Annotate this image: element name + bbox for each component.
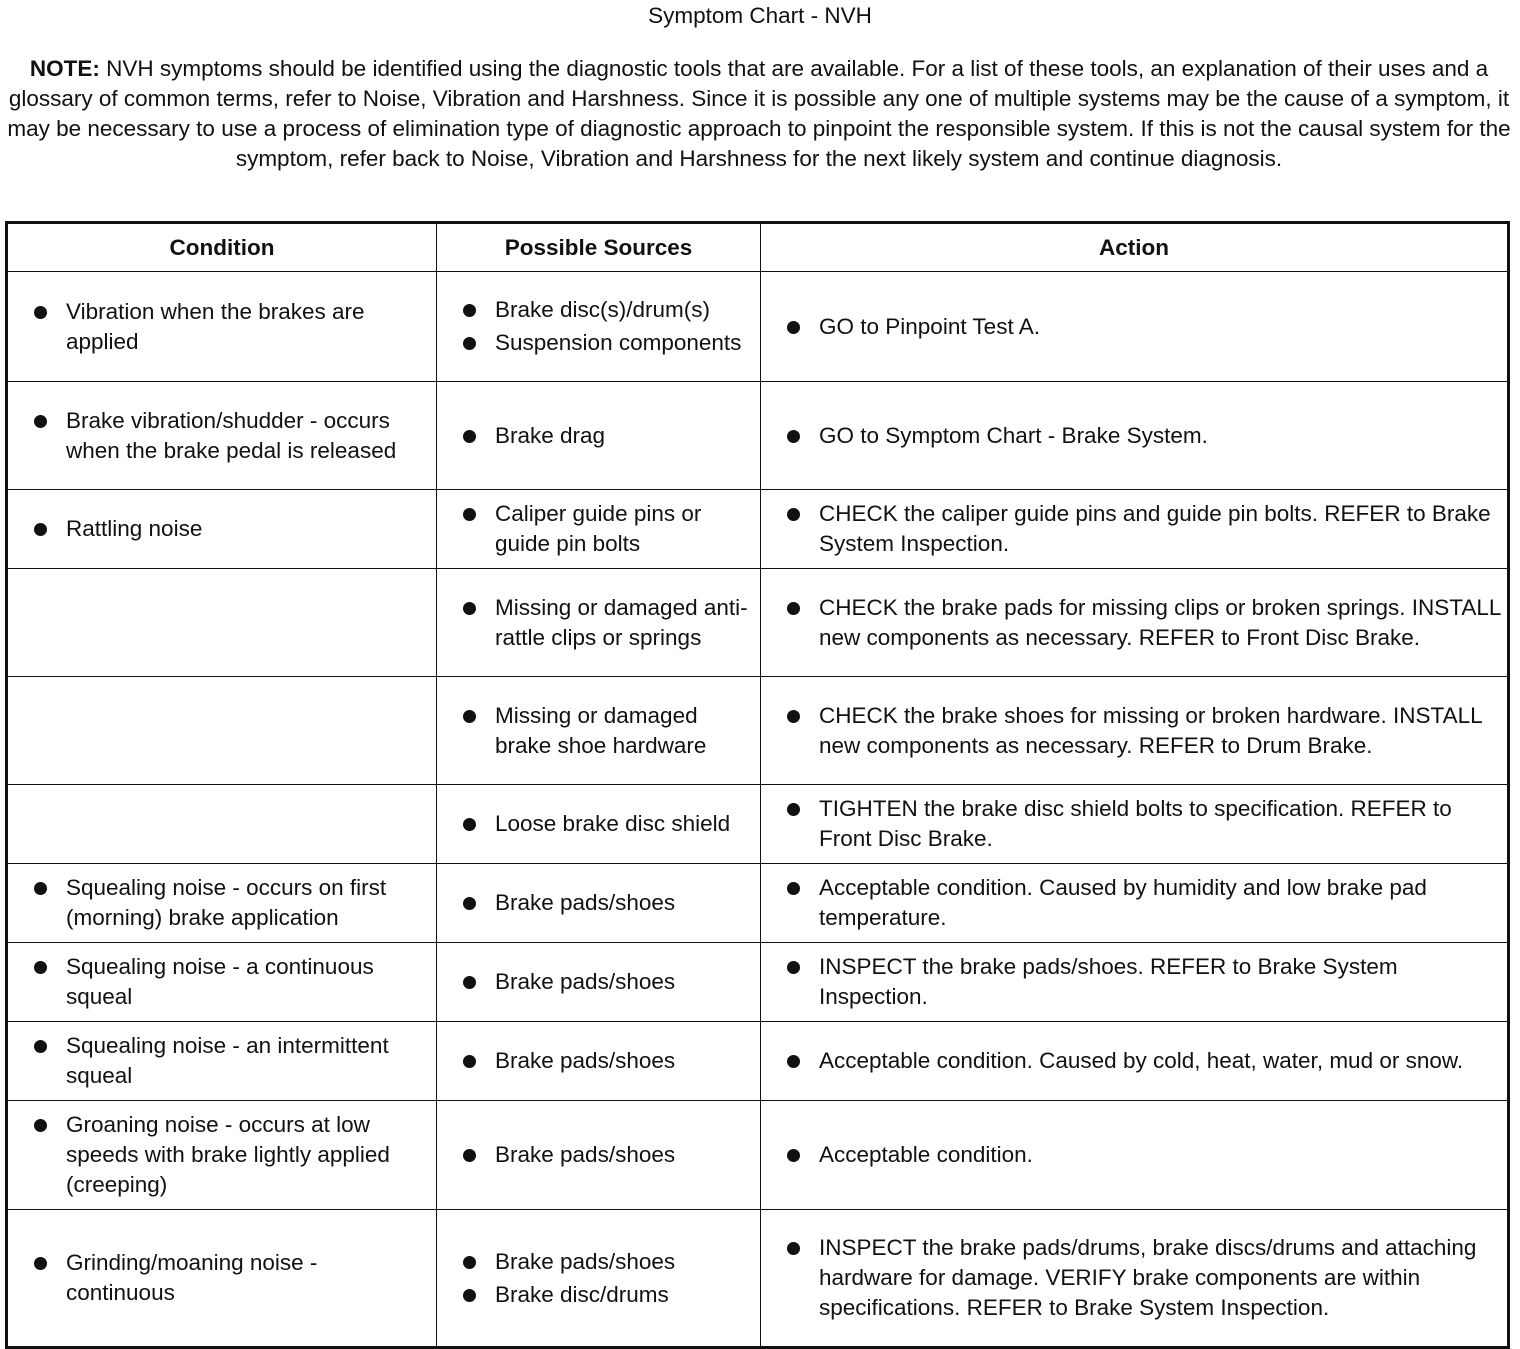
action-list: [761, 1140, 1501, 1170]
source-item: Brake pads/shoes: [437, 1140, 754, 1170]
action-cell: [761, 1210, 1509, 1348]
condition-cell: [7, 785, 437, 864]
action-item: CHECK the brake pads for missing clips or broken springs. INSTALL new components as necessary. REFER to Front Disc Brake.: [761, 593, 1501, 653]
action-cell: [761, 943, 1509, 1022]
source-item: Missing or damaged anti-rattle clips or springs: [437, 593, 754, 653]
action-list: [761, 499, 1501, 559]
table-row: [7, 382, 1509, 490]
possible-sources-cell: [437, 382, 761, 490]
condition-item: Grinding/moaning noise - continuous: [8, 1248, 430, 1308]
possible-sources-cell: [437, 1210, 761, 1348]
condition-cell: [7, 1022, 437, 1101]
symptom-chart-table: [5, 221, 1510, 1349]
condition-item: Vibration when the brakes are applied: [8, 297, 430, 357]
condition-item: Rattling noise: [8, 514, 430, 544]
action-list: [761, 794, 1501, 854]
condition-item: Squealing noise - occurs on first (morning) brake application: [8, 873, 430, 933]
sources-list: [437, 295, 754, 358]
condition-list: [8, 1110, 430, 1200]
table-row: [7, 785, 1509, 864]
condition-cell: [7, 864, 437, 943]
source-item: Brake pads/shoes: [437, 967, 754, 997]
table-row: [7, 864, 1509, 943]
source-item: Brake pads/shoes: [437, 888, 754, 918]
condition-list: [8, 297, 430, 357]
action-cell: [761, 785, 1509, 864]
condition-cell: [7, 272, 437, 382]
action-item: Acceptable condition.: [761, 1140, 1501, 1170]
action-list: [761, 701, 1501, 761]
sources-list: [437, 421, 754, 451]
condition-cell: [7, 382, 437, 490]
action-cell: [761, 272, 1509, 382]
header-action: Action: [761, 223, 1509, 272]
condition-item: Squealing noise - an intermittent squeal: [8, 1031, 430, 1091]
action-item: CHECK the caliper guide pins and guide pin bolts. REFER to Brake System Inspection.: [761, 499, 1501, 559]
sources-list: [437, 967, 754, 997]
table-row: [7, 1210, 1509, 1348]
action-cell: [761, 1101, 1509, 1210]
source-item: Brake drag: [437, 421, 754, 451]
condition-list: [8, 873, 430, 933]
sources-list: [437, 593, 754, 653]
condition-list: [8, 1248, 430, 1308]
note-text: NVH symptoms should be identified using the diagnostic tools that are available. For a list of these tools, an explanation of their uses and a glossary of common terms, refer to Noise, Vibration and Harshness. Since it is possible any one of multiple systems may be the cause of a symptom, it may be necessary to use a process of elimination type of diagnostic approach to pinpoint the responsible system. If this is not the causal system for the symptom, refer back to Noise, Vibration and Harshness for the next likely system and continue diagnosis.: [7, 56, 1511, 171]
action-cell: [761, 490, 1509, 569]
header-possible-sources: Possible Sources: [437, 223, 761, 272]
action-list: [761, 1233, 1501, 1323]
table-row: [7, 569, 1509, 677]
sources-list: [437, 701, 754, 761]
action-list: [761, 873, 1501, 933]
sources-list: [437, 1140, 754, 1170]
source-item: Suspension components: [437, 328, 754, 358]
table-row: [7, 272, 1509, 382]
action-item: Acceptable condition. Caused by cold, heat, water, mud or snow.: [761, 1046, 1501, 1076]
condition-cell: [7, 490, 437, 569]
possible-sources-cell: [437, 1101, 761, 1210]
action-cell: [761, 1022, 1509, 1101]
condition-item: Brake vibration/shudder - occurs when the brake pedal is released: [8, 406, 430, 466]
possible-sources-cell: [437, 490, 761, 569]
source-item: Brake pads/shoes: [437, 1046, 754, 1076]
table-row: [7, 677, 1509, 785]
source-item: Missing or damaged brake shoe hardware: [437, 701, 754, 761]
possible-sources-cell: [437, 569, 761, 677]
action-item: TIGHTEN the brake disc shield bolts to specification. REFER to Front Disc Brake.: [761, 794, 1501, 854]
possible-sources-cell: [437, 1022, 761, 1101]
action-item: CHECK the brake shoes for missing or broken hardware. INSTALL new components as necessary. REFER to Drum Brake.: [761, 701, 1501, 761]
sources-list: [437, 809, 754, 839]
source-item: Brake disc/drums: [437, 1280, 754, 1310]
action-list: [761, 312, 1501, 342]
possible-sources-cell: [437, 677, 761, 785]
table-row: [7, 1022, 1509, 1101]
action-cell: [761, 677, 1509, 785]
action-cell: [761, 569, 1509, 677]
condition-item: Groaning noise - occurs at low speeds with brake lightly applied (creeping): [8, 1110, 430, 1200]
action-item: INSPECT the brake pads/drums, brake discs/drums and attaching hardware for damage. VERIFY brake components are within specifications. REFER to Brake System Inspection.: [761, 1233, 1501, 1323]
action-list: [761, 952, 1501, 1012]
action-item: GO to Pinpoint Test A.: [761, 312, 1501, 342]
sources-list: [437, 1046, 754, 1076]
condition-list: [8, 1031, 430, 1091]
source-item: Caliper guide pins or guide pin bolts: [437, 499, 754, 559]
condition-list: [8, 952, 430, 1012]
sources-list: [437, 1247, 754, 1310]
possible-sources-cell: [437, 943, 761, 1022]
header-row: [7, 223, 1509, 272]
sources-list: [437, 888, 754, 918]
page-title: Symptom Chart - NVH: [648, 3, 872, 28]
table-header: [7, 223, 1509, 272]
sources-list: [437, 499, 754, 559]
condition-list: [8, 514, 430, 544]
condition-cell: [7, 943, 437, 1022]
table-row: [7, 490, 1509, 569]
action-list: [761, 593, 1501, 653]
action-item: INSPECT the brake pads/shoes. REFER to Brake System Inspection.: [761, 952, 1501, 1012]
table-body: [7, 272, 1509, 1348]
condition-cell: [7, 569, 437, 677]
header-condition: Condition: [7, 223, 437, 272]
possible-sources-cell: [437, 864, 761, 943]
condition-item: Squealing noise - a continuous squeal: [8, 952, 430, 1012]
action-cell: [761, 382, 1509, 490]
table-row: [7, 1101, 1509, 1210]
condition-cell: [7, 1210, 437, 1348]
action-item: Acceptable condition. Caused by humidity and low brake pad temperature.: [761, 873, 1501, 933]
action-list: [761, 1046, 1501, 1076]
condition-list: [8, 406, 430, 466]
condition-cell: [7, 1101, 437, 1210]
source-item: Brake disc(s)/drum(s): [437, 295, 754, 325]
action-item: GO to Symptom Chart - Brake System.: [761, 421, 1501, 451]
table-row: [7, 943, 1509, 1022]
possible-sources-cell: [437, 272, 761, 382]
action-list: [761, 421, 1501, 451]
note-paragraph: [4, 54, 1514, 174]
possible-sources-cell: [437, 785, 761, 864]
source-item: Brake pads/shoes: [437, 1247, 754, 1277]
condition-cell: [7, 677, 437, 785]
note-label: NOTE:: [29, 56, 100, 81]
source-item: Loose brake disc shield: [437, 809, 754, 839]
action-cell: [761, 864, 1509, 943]
